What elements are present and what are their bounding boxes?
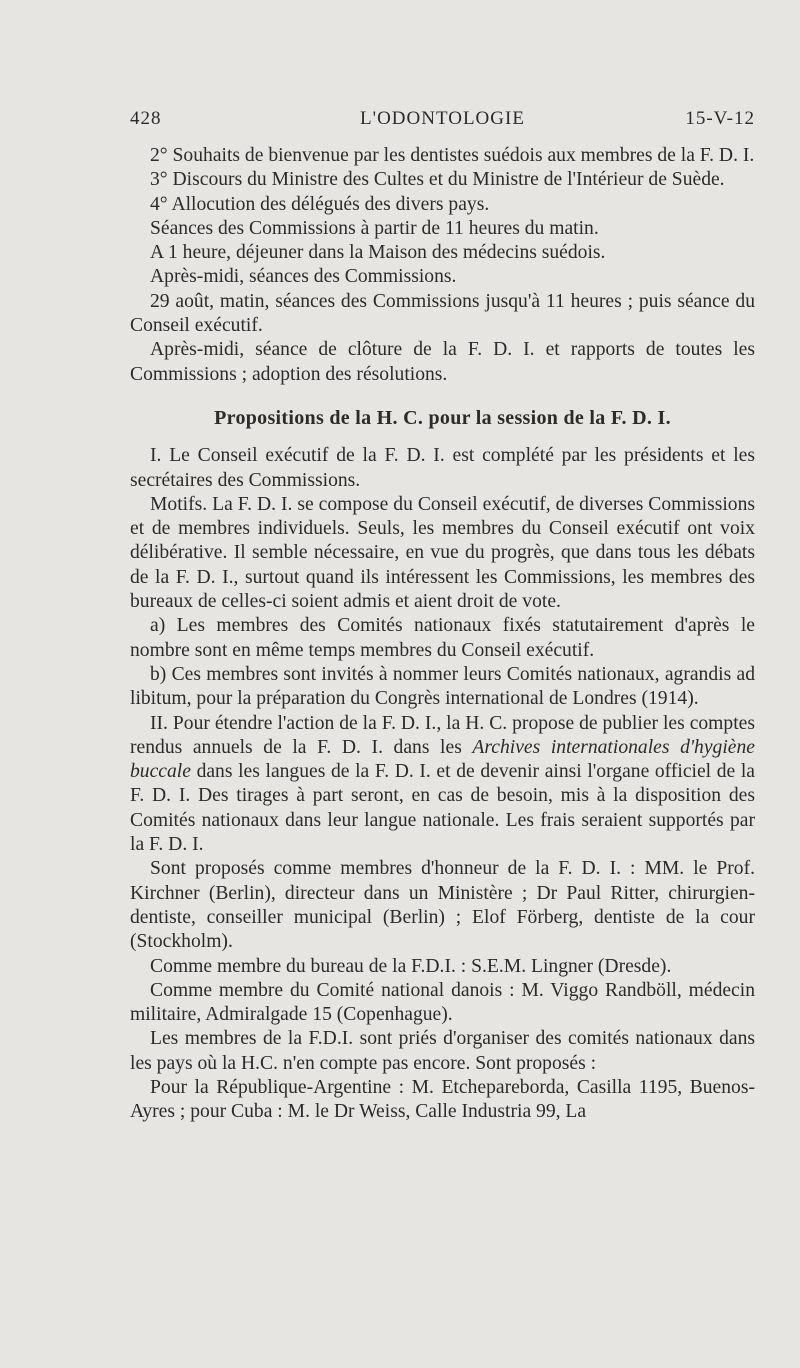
paragraph: 4° Allocution des délégués des divers pays. <box>150 193 490 215</box>
paragraph: Comme membre du bureau de la F.D.I. : S.E.M. Lingner (Dresde). <box>150 955 672 977</box>
running-title: L'ODONTOLOGIE <box>360 108 525 129</box>
paragraph: Les membres de la F.D.I. sont priés d'organiser des comités nationaux dans les pays où la H.C. n'en compte pas encore. Sont proposés : <box>130 1028 755 1074</box>
paragraph: 2° Souhaits de bienvenue par les dentistes suédois aux membres de la F. D. I. <box>150 145 755 166</box>
paragraph-ii <box>130 712 755 858</box>
paragraph-ii-part: dans les langues de la F. D. I. et de devenir ainsi l'organe officiel de la F. D. I. Des tirages à part seront, en cas de besoin, mis à la disposition des Comités nationaux dans leur langue nationale. Les frais seraient supportés par la F. D. I. <box>130 761 755 856</box>
body-text <box>130 144 755 1125</box>
paragraph: I. Le Conseil exécutif de la F. D. I. est complété par les présidents et les secrétaires des Commissions. <box>130 445 755 491</box>
page-header <box>130 108 755 134</box>
paragraph: Sont proposés comme membres d'honneur de la F. D. I. : MM. le Prof. Kirchner (Berlin), directeur dans un Ministère ; Dr Paul Ritter, chirurgien-dentiste, conseiller municipal (Berlin) ; Elof Förberg, dentiste de la cour (Stockholm). <box>130 858 755 953</box>
paragraph-ii-part: II. Pour étendre l'action de la F. D. I., la H. C. propose de publier les comptes rendus annuels de la F. D. I. dans les <box>130 712 755 758</box>
paragraph: A 1 heure, déjeuner dans la Maison des médecins suédois. <box>150 242 606 264</box>
paragraph: Pour la République-Argentine : M. Etchepareborda, Casilla 1195, Buenos-Ayres ; pour Cuba : M. le Dr Weiss, Calle Industria 99, La <box>130 1076 755 1123</box>
page-number: 428 <box>130 108 162 129</box>
journal-title: Archives internationales d'hygiène buccale <box>130 736 755 783</box>
section-heading: Propositions de la H. C. pour la session de la F. D. I. <box>214 406 671 429</box>
paragraph: Après-midi, séance de clôture de la F. D. I. et rapports de toutes les Commissions ; adoption des résolutions. <box>130 339 755 385</box>
paragraph: Séances des Commissions à partir de 11 heures du matin. <box>150 217 599 239</box>
issue-date: 15-V-12 <box>685 108 755 129</box>
paragraph: 29 août, matin, séances des Commissions jusqu'à 11 heures ; puis séance du Conseil exécutif. <box>130 290 755 337</box>
paragraph: 3° Discours du Ministre des Cultes et du Ministre de l'Intérieur de Suède. <box>150 169 725 191</box>
paragraph: Comme membre du Comité national danois : M. Viggo Randböll, médecin militaire, Admiralgade 15 (Copenhague). <box>130 979 755 1026</box>
paragraph: Motifs. La F. D. I. se compose du Conseil exécutif, de diverses Commissions et de membres individuels. Seuls, les membres du Conseil exécutif ont voix délibérative. Il semble nécessaire, en vue du progrès, que dans tous les débats de la F. D. I., surtout quand ils intéressent les Commissions, les membres des bureaux de celles-ci soient admis et aient droit de vote. <box>130 493 755 613</box>
paragraph: Après-midi, séances des Commissions. <box>150 266 457 288</box>
paragraph: b) Ces membres sont invités à nommer leurs Comités nationaux, agrandis ad libitum, pour la préparation du Congrès international de Londres (1914). <box>130 663 755 710</box>
paragraph: a) Les membres des Comités nationaux fixés statutairement d'après le nombre sont en même temps membres du Conseil exécutif. <box>130 615 755 661</box>
